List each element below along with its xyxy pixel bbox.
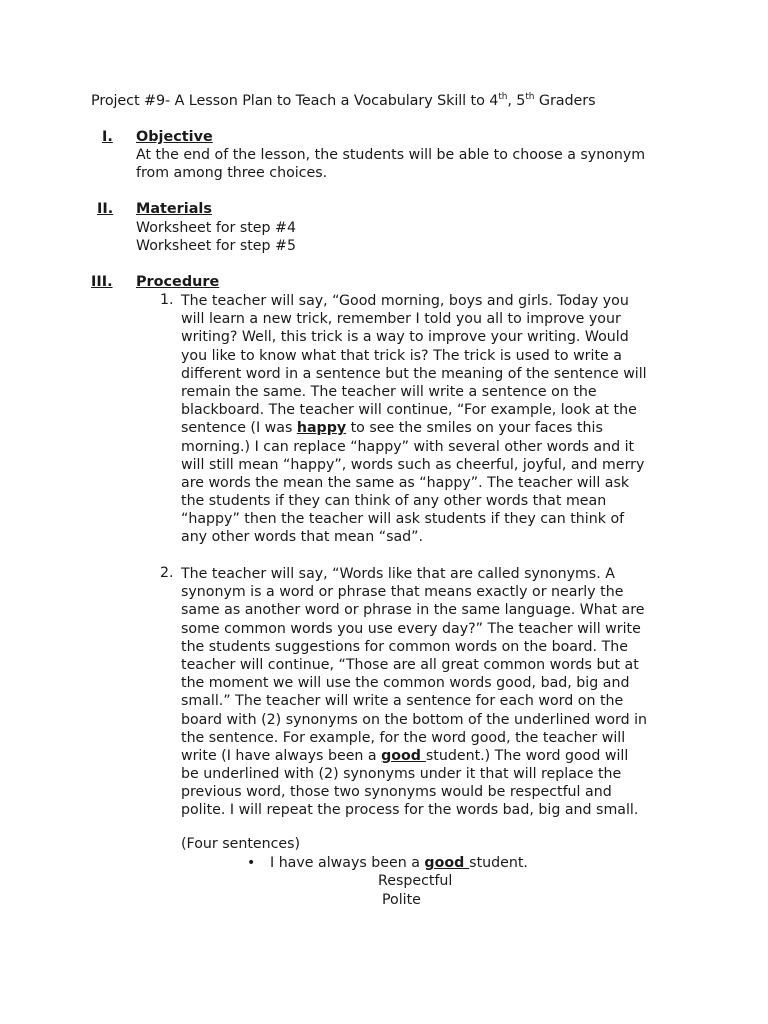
step-2-line: teacher will continue, “Those are all great common words but at <box>181 656 639 673</box>
step-1-line: blackboard. The teacher will continue, “For example, look at the <box>181 402 637 419</box>
step-2-line: the students suggestions for common words on the board. The <box>181 638 628 655</box>
materials-line-1: Worksheet for step #4 <box>136 220 296 236</box>
four-sentences-note: (Four sentences) <box>181 836 301 852</box>
objective-line-1: At the end of the lesson, the students will be able to choose a synonym <box>136 147 646 163</box>
emphasized-word: good <box>381 747 426 764</box>
step-1-line: are words the mean the same as “happy”. The teacher will ask <box>181 474 630 491</box>
step-1-line: will learn a new trick, remember I told you all to improve your <box>181 311 621 328</box>
section-number: III. <box>91 274 113 290</box>
emphasized-word: good <box>424 855 470 871</box>
synonym-respectful: Respectful <box>378 873 453 889</box>
step-2-line: the sentence. For example, for the word good, the teacher will <box>181 729 626 746</box>
step-1-line: morning.) I can replace “happy” with several other words and it <box>181 438 635 455</box>
title-text-middle: , 5 <box>507 93 526 109</box>
step-2-line: small.” The teacher will write a sentence for each word on the <box>181 693 624 710</box>
objective-line-2: from among three choices. <box>136 165 328 181</box>
step-2-line: some common words you use every day?” The teacher will write <box>181 620 641 637</box>
step-1-line: the students if they can think of any other words that mean <box>181 493 607 510</box>
step-2-line: The teacher will say, “Words like that are called synonyms. A <box>181 566 615 582</box>
example-text: student.) The word good will <box>425 747 629 764</box>
step-2-line: previous word, those two synonyms would be respectful and <box>181 784 612 801</box>
title-text-suffix: Graders <box>534 93 596 109</box>
example-text: student. <box>469 855 528 871</box>
example-text: I have always been a <box>270 855 425 871</box>
title-superscript-2: th <box>525 92 535 102</box>
step-1-line: different word in a sentence but the meaning of the sentence will <box>181 365 647 382</box>
example-text: to see the smiles on your faces this <box>346 420 603 437</box>
materials-line-2: Worksheet for step #5 <box>136 238 296 254</box>
step-2-number: 2. <box>160 565 174 581</box>
step-2-line: the moment we will use the common words good, bad, big and <box>181 675 630 692</box>
example-text: write (I have always been a <box>181 747 382 764</box>
step-1-line: writing? Well, this trick is a way to improve your writing. Would <box>181 329 629 346</box>
step-2-line: polite. I will repeat the process for the words bad, big and small. <box>181 802 639 819</box>
step-2-line-example <box>181 747 691 765</box>
section-title: Procedure <box>136 274 220 290</box>
step-1-paragraph <box>181 292 691 547</box>
document-title <box>91 93 596 109</box>
title-text: Project #9- A Lesson Plan to Teach a Vocabulary Skill to 4 <box>91 93 499 109</box>
example-text: sentence (I was <box>181 420 297 437</box>
step-1-number: 1. <box>160 292 174 308</box>
step-1-line: “happy” then the teacher will ask students if they can think of <box>181 511 625 528</box>
section-title: Materials <box>136 201 212 217</box>
title-superscript-1: th <box>498 92 508 102</box>
synonym-polite: Polite <box>382 892 421 908</box>
step-2-line: be underlined with (2) synonyms under it that will replace the <box>181 766 622 783</box>
step-2-line: board with (2) synonyms on the bottom of the underlined word in <box>181 711 648 728</box>
step-1-line-example <box>181 419 691 437</box>
step-1-line: will still mean “happy”, words such as cheerful, joyful, and merry <box>181 456 645 473</box>
section-title: Objective <box>136 129 213 145</box>
step-2-line: synonym is a word or phrase that means exactly or nearly the <box>181 584 624 601</box>
example-sentence <box>270 855 528 871</box>
emphasized-word: happy <box>296 420 347 437</box>
section-number: II. <box>97 201 114 217</box>
step-1-line: remain the same. The teacher will write a sentence on the <box>181 383 597 400</box>
step-2-line: same as another word or phrase in the same language. What are <box>181 602 645 619</box>
step-1-line: you like to know what that trick is? The trick is used to write a <box>181 347 622 364</box>
step-1-line: any other words that mean “sad”. <box>181 529 424 546</box>
step-2-paragraph <box>181 565 691 820</box>
section-number: I. <box>102 129 113 145</box>
bullet-icon: • <box>247 855 256 871</box>
step-1-line: The teacher will say, “Good morning, boys and girls. Today you <box>181 293 629 309</box>
